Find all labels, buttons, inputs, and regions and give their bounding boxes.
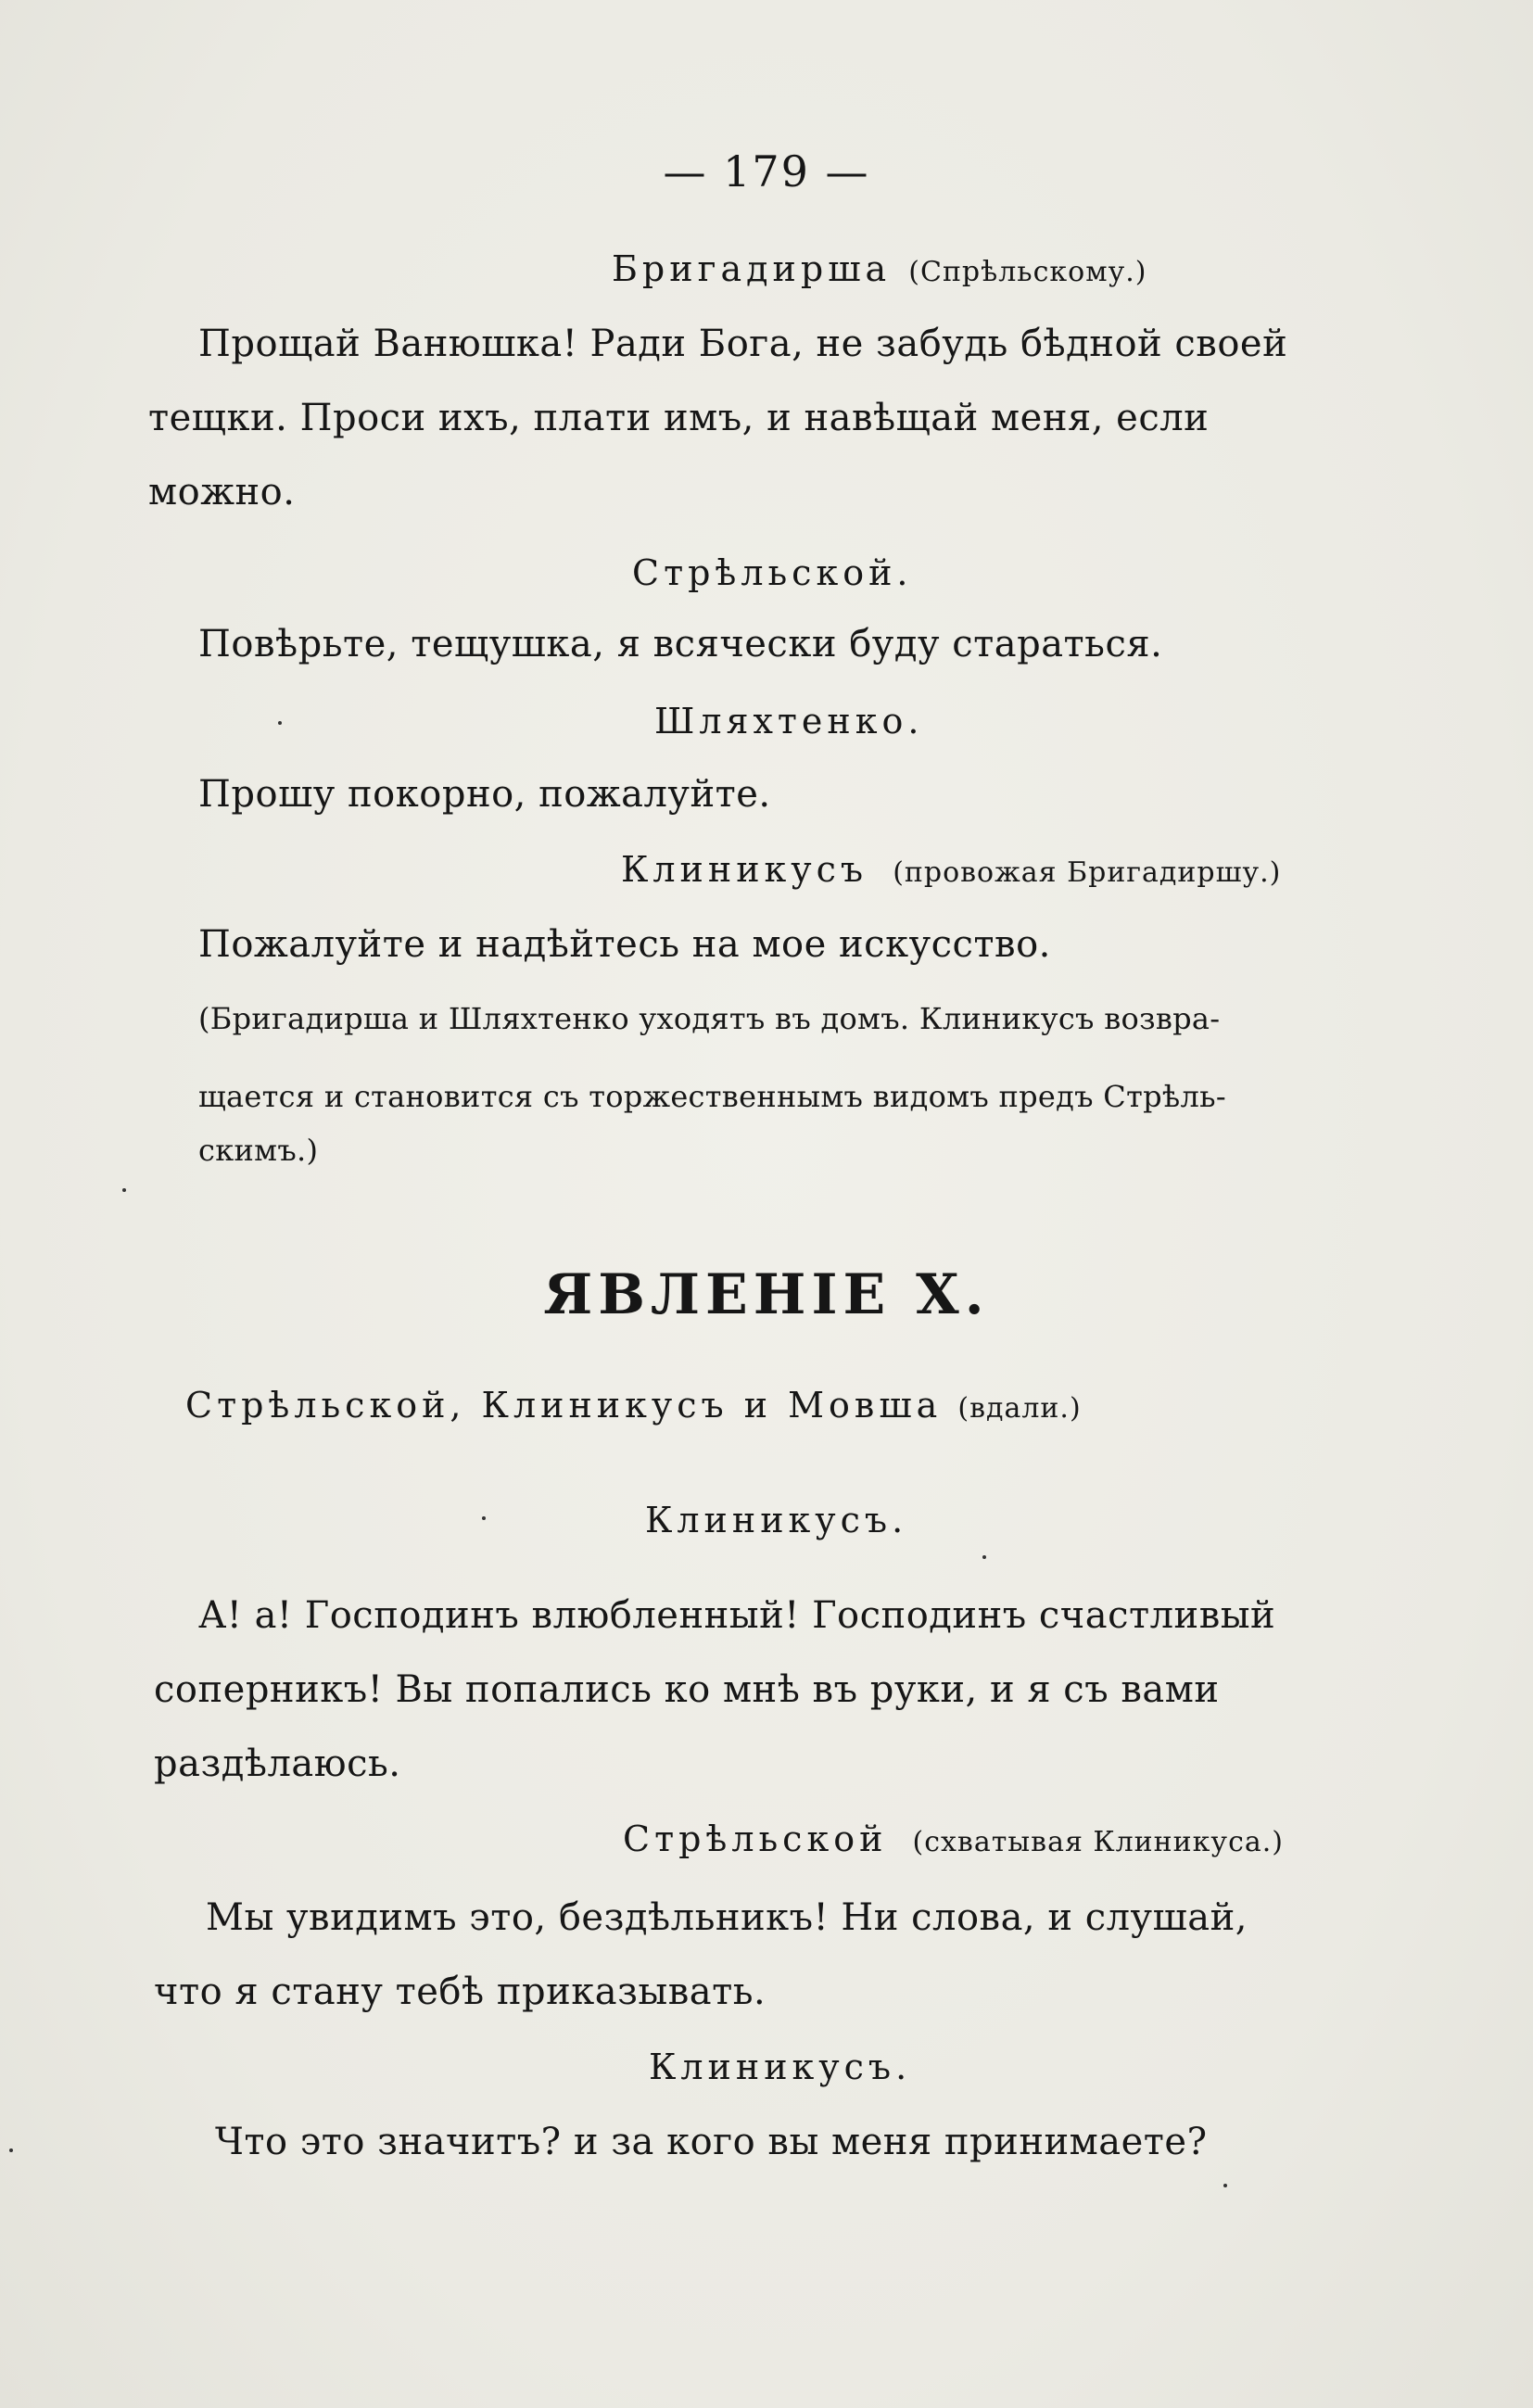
dialogue-line: тещки. Проси ихъ, плати имъ, и навѣщай меня, если <box>148 397 1210 439</box>
page-number: — 179 — <box>663 146 870 196</box>
speaker-name: Стрѣльской. <box>632 552 913 593</box>
dialogue-line: Повѣрьте, тещушка, я всячески буду стараться. <box>198 623 1163 665</box>
stage-direction: (Спрѣльскому.) <box>908 256 1147 288</box>
speaker-heading <box>623 1819 1284 1859</box>
print-speck <box>1223 2184 1227 2187</box>
dialogue-line: Мы увидимъ это, бездѣльникъ! Ни слова, и слушай, <box>206 1896 1248 1939</box>
dialogue-line: раздѣлаюсь. <box>154 1743 401 1785</box>
stage-direction-line: щается и становится съ торжественнымъ видомъ предъ Стрѣль- <box>198 1079 1226 1114</box>
print-speck <box>278 721 282 725</box>
speaker-heading <box>612 248 1147 289</box>
speaker-name: Стрѣльской <box>623 1819 888 1859</box>
print-speck <box>982 1555 986 1559</box>
speaker-name: Клиникусъ. <box>649 2047 912 2087</box>
stage-direction-line: (Бригадирша и Шляхтенко уходятъ въ домъ. Клиникусъ возвра- <box>198 1001 1221 1036</box>
dialogue-line: соперникъ! Вы попались ко мнѣ въ руки, и я съ вами <box>154 1668 1220 1711</box>
speaker-name: Бригадирша <box>612 248 892 289</box>
print-speck <box>9 2148 13 2152</box>
speaker-name: Клиникусъ <box>621 849 868 890</box>
stage-direction-line: скимъ.) <box>198 1133 319 1168</box>
dialogue-line: можно. <box>148 471 296 513</box>
scene-title: ЯВЛЕНІЕ X. <box>543 1262 990 1327</box>
dialogue-line: Пожалуйте и надѣйтесь на мое искусство. <box>198 923 1051 966</box>
speaker-heading <box>621 849 1281 890</box>
cast-line <box>185 1385 1082 1426</box>
cast-names: Стрѣльской, Клиникусъ и Мовша <box>185 1385 943 1426</box>
dialogue-line: Прошу покорно, пожалуйте. <box>198 773 771 816</box>
stage-direction: (схватывая Клиникуса.) <box>912 1826 1285 1858</box>
speaker-name: Шляхтенко. <box>654 701 924 741</box>
print-speck <box>122 1188 126 1192</box>
dialogue-line: Прощай Ванюшка! Ради Бога, не забудь бѣдной своей <box>198 323 1288 365</box>
stage-direction: (вдали.) <box>957 1392 1082 1425</box>
print-speck <box>482 1516 486 1520</box>
dialogue-line: А! а! Господинъ влюбленный! Господинъ счастливый <box>198 1594 1276 1637</box>
speaker-name: Клиникусъ. <box>645 1500 908 1540</box>
dialogue-line: Что это значитъ? и за кого вы меня принимаете? <box>215 2121 1208 2163</box>
stage-direction: (провожая Бригадиршу.) <box>893 856 1282 889</box>
dialogue-line: что я стану тебѣ приказывать. <box>154 1971 766 2013</box>
